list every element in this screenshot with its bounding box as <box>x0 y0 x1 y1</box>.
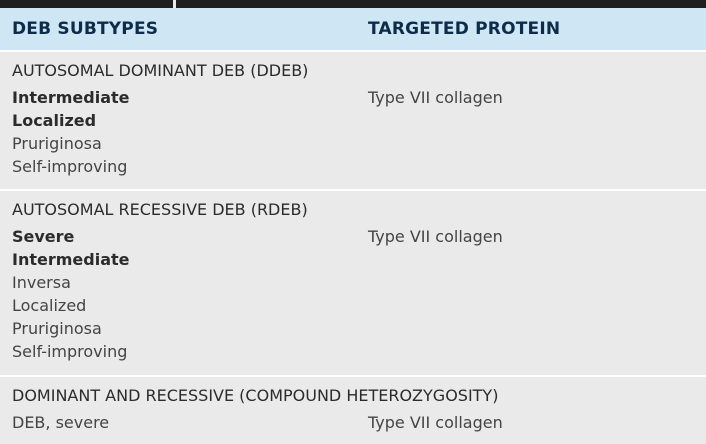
targeted-protein: Type VII collagen <box>368 88 503 107</box>
group-compound-heterozygosity <box>0 377 706 444</box>
subtype-item: Intermediate <box>12 250 130 269</box>
subtype-list <box>12 411 109 434</box>
table-header-row <box>0 8 706 52</box>
group-rdeb <box>0 191 706 375</box>
subtype-item: Pruriginosa <box>12 319 102 338</box>
targeted-protein: Type VII collagen <box>368 413 503 432</box>
subtype-item: Localized <box>12 111 97 130</box>
group-title: AUTOSOMAL DOMINANT DEB (DDEB) <box>12 61 309 80</box>
subtype-item: DEB, severe <box>12 413 110 432</box>
subtype-item: Intermediate <box>12 88 130 107</box>
targeted-protein: Type VII collagen <box>368 227 503 246</box>
subtype-item: Severe <box>12 227 75 246</box>
top-border-strip <box>0 0 706 8</box>
top-border-notch <box>173 0 176 8</box>
group-title: DOMINANT AND RECESSIVE (COMPOUND HETEROZYGOSITY) <box>12 386 499 405</box>
header-deb-subtypes: DEB SUBTYPES <box>12 19 159 39</box>
group-ddeb <box>0 52 706 190</box>
subtype-item: Self-improving <box>12 342 128 361</box>
group-title: AUTOSOMAL RECESSIVE DEB (RDEB) <box>12 200 308 219</box>
subtype-item: Self-improving <box>12 157 128 176</box>
subtype-item: Inversa <box>12 273 71 292</box>
subtype-item: Pruriginosa <box>12 134 102 153</box>
header-targeted-protein: TARGETED PROTEIN <box>368 19 561 39</box>
subtype-list <box>12 86 130 178</box>
subtype-item: Localized <box>12 296 87 315</box>
subtype-list <box>12 225 130 363</box>
